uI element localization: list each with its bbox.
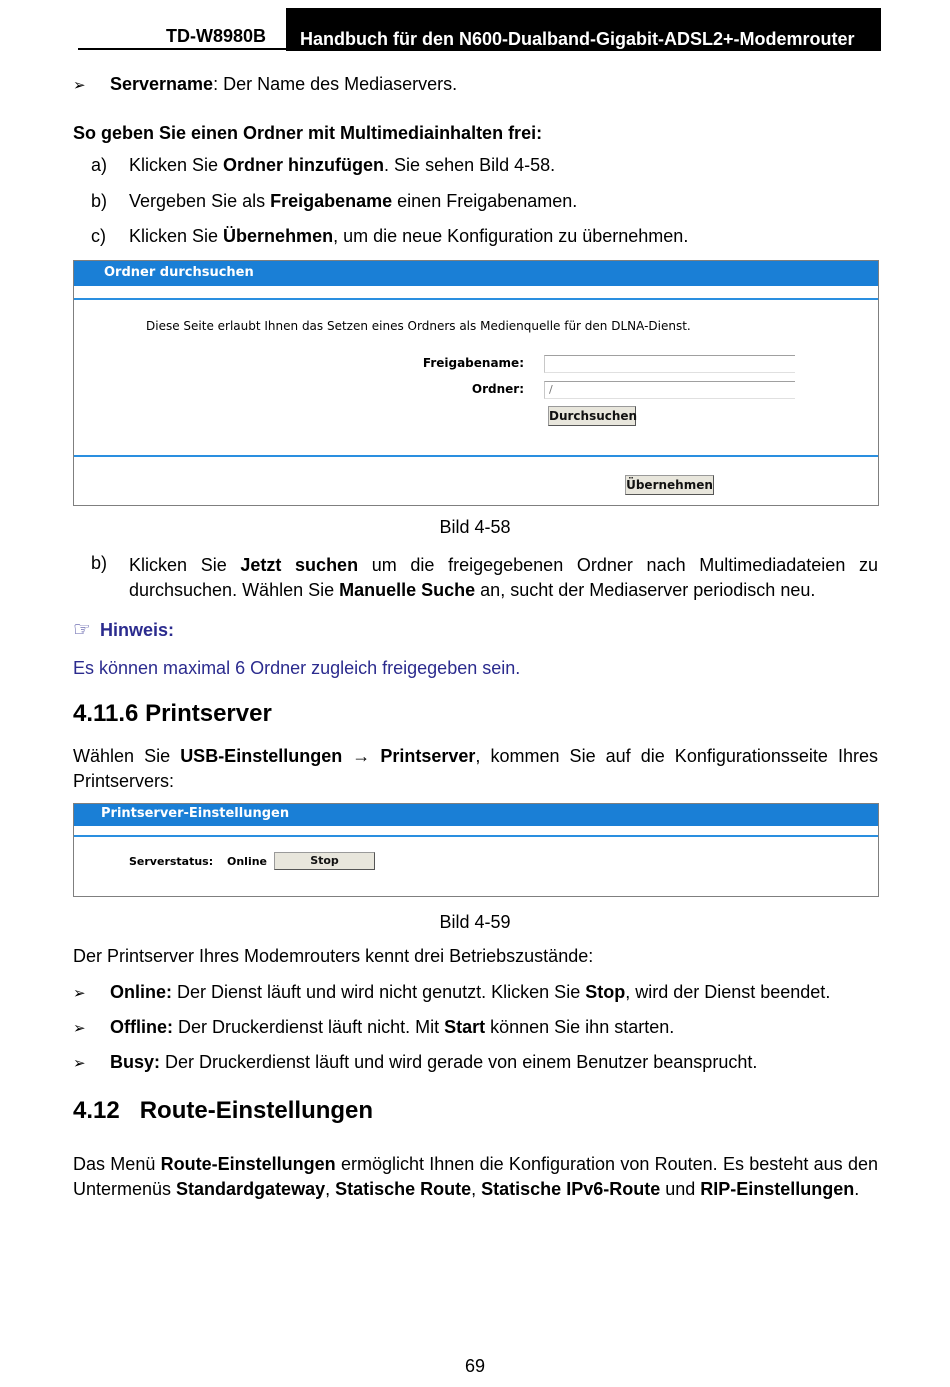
para-bold: Standardgateway xyxy=(176,1179,326,1199)
step-b xyxy=(91,191,891,212)
printserver-intro xyxy=(73,744,878,794)
state-bold: Start xyxy=(444,1017,486,1037)
servername-item xyxy=(73,74,458,95)
state-text: Der Druckerdienst läuft und wird gerade von einem Benutzer beansprucht. xyxy=(160,1052,758,1072)
state-term: Online: xyxy=(110,982,172,1002)
routes-paragraph xyxy=(73,1152,878,1202)
fig58-screenshot xyxy=(73,260,879,506)
note-heading xyxy=(73,617,174,641)
step-text: Vergeben Sie als xyxy=(129,191,271,211)
step-bold: Freigabename xyxy=(270,191,393,211)
state-text: Der Dienst läuft und wird nicht genutzt. Klicken Sie xyxy=(172,982,586,1002)
page-number: 69 xyxy=(464,1356,486,1376)
fig58-title-bar: Ordner durchsuchen xyxy=(74,261,878,286)
pointing-hand-icon: ☞ xyxy=(73,617,91,641)
para-text: , xyxy=(325,1179,336,1199)
step-b-search xyxy=(91,553,879,600)
para-text: , xyxy=(471,1179,482,1199)
section-heading-printserver: 4.11.6 Printserver xyxy=(73,700,272,727)
server-status-value: Online xyxy=(227,855,268,868)
step-bold: Übernehmen xyxy=(223,226,334,246)
state-item-busy xyxy=(73,1052,893,1073)
section-title: Route-Einstellungen xyxy=(139,1097,374,1124)
share-name-label: Freigabename: xyxy=(422,356,524,370)
fig58-caption: Bild 4-58 xyxy=(439,517,511,537)
state-item-offline xyxy=(73,1017,893,1038)
note-title: Hinweis: xyxy=(99,620,174,640)
bullet-icon: ➢ xyxy=(73,77,86,94)
stop-button[interactable]: Stop xyxy=(274,852,375,870)
step-marker: c) xyxy=(91,226,106,246)
para-bold: Statische IPv6-Route xyxy=(481,1179,661,1199)
step-marker: b) xyxy=(91,191,108,211)
step-text: einen Freigabenamen. xyxy=(392,191,578,211)
step-bold: Manuelle Suche xyxy=(339,580,476,600)
intro-text: , kommen Sie auf die Konfigurationsseite Ihres Printservers: xyxy=(73,746,878,791)
state-term: Busy: xyxy=(110,1052,161,1072)
share-folder-heading: So geben Sie einen Ordner mit Multimediainhalten frei: xyxy=(73,123,543,143)
step-text: , um die neue Konfiguration zu übernehmen. xyxy=(333,226,689,246)
fig59-caption: Bild 4-59 xyxy=(439,912,511,932)
bullet-icon: ➢ xyxy=(73,1055,86,1072)
step-a xyxy=(91,155,891,176)
browse-button[interactable]: Durchsuchen xyxy=(548,406,636,426)
para-text: und xyxy=(660,1179,701,1199)
step-text: um die freigegebenen Ordner nach Multimediadateien zu durchsuchen. Wählen Sie xyxy=(129,555,879,600)
step-bold: Jetzt suchen xyxy=(240,555,359,575)
step-text: Klicken Sie xyxy=(129,555,241,575)
fig59-title-bar: Printserver-Einstellungen xyxy=(74,804,878,826)
step-b-search-text xyxy=(129,553,878,603)
para-bold: RIP-Einstellungen xyxy=(700,1179,855,1199)
server-status-label: Serverstatus: xyxy=(129,855,214,868)
fig58-description: Diese Seite erlaubt Ihnen das Setzen eines Ordners als Medienquelle für den DLNA-Dienst. xyxy=(146,319,691,333)
note-text: Es können maximal 6 Ordner zugleich freigegeben sein. xyxy=(73,658,521,678)
para-bold: Route-Einstellungen xyxy=(160,1154,336,1174)
arrow-icon: → xyxy=(342,746,381,766)
apply-button[interactable]: Übernehmen xyxy=(625,475,714,495)
folder-input[interactable]: / xyxy=(544,381,795,399)
step-text: Klicken Sie xyxy=(129,155,224,175)
fig59-divider xyxy=(74,835,878,837)
intro-bold: Printserver xyxy=(380,746,476,766)
folder-label: Ordner: xyxy=(471,382,524,396)
step-marker: b) xyxy=(91,553,108,573)
fig59-screenshot xyxy=(73,803,879,897)
servername-text: : Der Name des Mediaservers. xyxy=(213,74,458,94)
states-intro: Der Printserver Ihres Modemrouters kennt drei Betriebszustände: xyxy=(73,946,594,966)
step-marker: a) xyxy=(91,155,108,175)
fig58-divider-bottom xyxy=(74,455,878,457)
header-title: Handbuch für den N600-Dualband-Gigabit-ADSL2+-Modemrouter xyxy=(286,8,881,51)
section-number: 4.12 xyxy=(73,1097,120,1124)
share-name-input[interactable] xyxy=(544,355,795,373)
header-rule xyxy=(78,48,288,50)
state-text: können Sie ihn starten. xyxy=(485,1017,675,1037)
step-text: . Sie sehen Bild 4-58. xyxy=(384,155,556,175)
para-text: ermöglicht Ihnen die Konfiguration von Routen. Es besteht aus den Untermenüs xyxy=(73,1154,878,1199)
intro-text: Wählen Sie xyxy=(73,746,181,766)
servername-term: Servername xyxy=(110,74,214,94)
para-text: . xyxy=(854,1179,860,1199)
state-item-online xyxy=(73,982,893,1003)
para-text: Das Menü xyxy=(73,1154,161,1174)
bullet-icon: ➢ xyxy=(73,985,86,1002)
state-term: Offline: xyxy=(110,1017,173,1037)
intro-bold: USB-Einstellungen xyxy=(180,746,343,766)
state-text: Der Druckerdienst läuft nicht. Mit xyxy=(173,1017,445,1037)
step-c xyxy=(91,226,891,247)
bullet-icon: ➢ xyxy=(73,1020,86,1037)
step-bold: Ordner hinzufügen xyxy=(223,155,385,175)
para-bold: Statische Route xyxy=(335,1179,472,1199)
state-text: , wird der Dienst beendet. xyxy=(625,982,831,1002)
header-model: TD-W8980B xyxy=(166,26,267,46)
fig58-divider-top xyxy=(74,298,878,300)
step-text: Klicken Sie xyxy=(129,226,224,246)
state-bold: Stop xyxy=(585,982,626,1002)
step-text: an, sucht der Mediaserver periodisch neu. xyxy=(475,580,816,600)
section-heading-routes xyxy=(73,1097,373,1125)
